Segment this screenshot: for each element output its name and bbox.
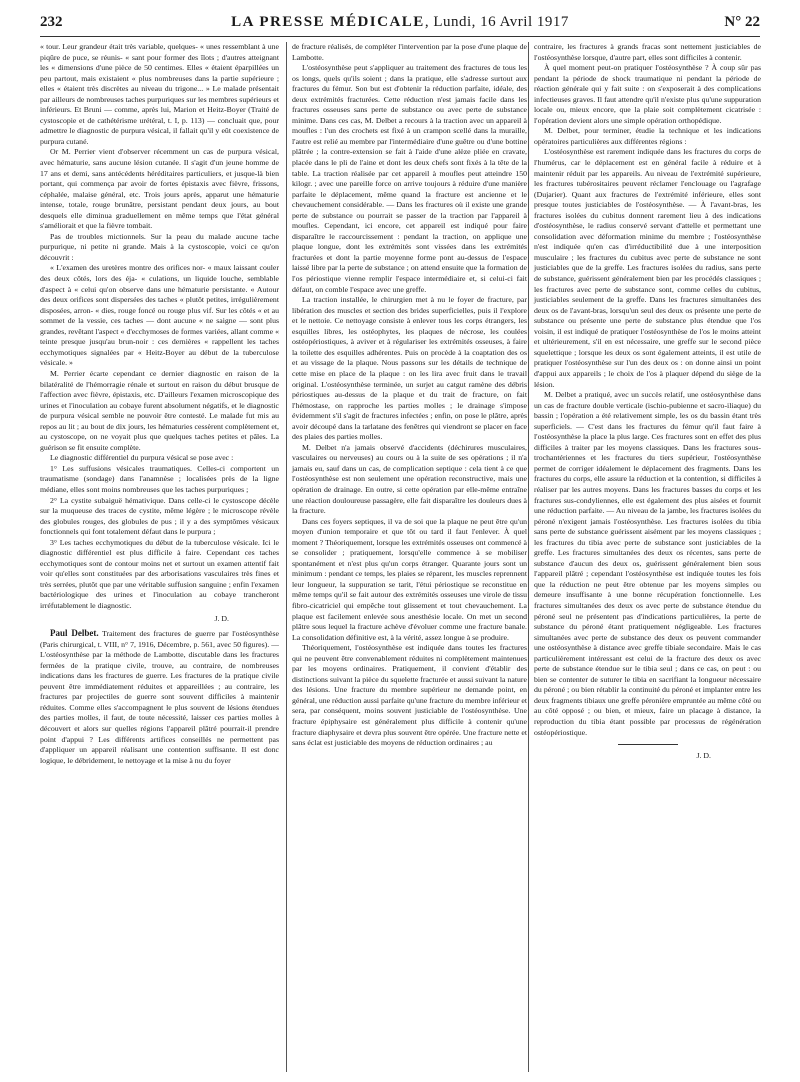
paragraph: M. Perrier écarte cependant ce dernier diagnostic en raison de la bilatéralité de l'hémorragie rénale et surtout en raison du début brusque de l'affection avec fièvre, épistaxis, etc. D'ailleurs l'examen microscopique des urines et l'inoculation au cobaye furent absolument négatifs, et le diagnostic de purpura vésical semble ne pouvoir être contesté. Le malade fut mis au repos au lit ; au bout de dix jours, les hématuries cessèrent complètement et, au cystoscope, on ne voyait plus que quelques taches petites et pâles. La guérison se fit ensuite complète. <box>40 368 279 452</box>
paragraph: M. Delbet, pour terminer, étudie la technique et les indications opératoires particulières aux différentes régions : <box>534 126 761 146</box>
paragraph: de fracture réalisés, de compléter l'intervention par la pose d'une plaque de Lambotte. <box>292 42 527 62</box>
column-1 <box>40 42 279 1072</box>
review-text: Traitement des fractures de guerre par l'ostéosynthèse (Paris chirurgical, t. VIII, n° 7, 1916, Décembre, p. 561, avec 50 figures). — L'ostéosynthèse par la méthode de Lambotte, discutable dans les fractures fermées de la pratique civile, trouve, au contraire, de nombreuses indications dans les fractures de guerre. Les fractures de la pratique civile peuvent être immédiatement réduites et appareillées ; au contraire, les fractures par projectiles de guerre sont souvent difficiles à maintenir réduites. Comme elles s'accompagnent le plus souvent de lésions étendues des parties molles, il faut, de toute nécessité, laisser ces parties molles à découvert et alors sur quelles régions l'appareil plâtré pourrait-il prendre point d'appui ? Les différents artifices conseillés ne permettent pas d'appliquer un appareil réalisant une contention suffisante. Il est donc logique, le débridement, le nettoyage et la mise à nu du foyer <box>40 629 279 765</box>
paragraph: 1° Les suffusions vésicales traumatiques. Celles-ci comportent un traumatisme (sondage) dans l'anamnèse ; localisées près de la ligne médiane, elles sont moins nombreuses que les taches purpuriques ; <box>40 463 279 494</box>
article-author: Paul Delbet. <box>50 628 99 639</box>
paragraph: Dans ces foyers septiques, il va de soi que la plaque ne peut être qu'un moyen d'union temporaire et que tôt ou tard il faut l'enlever. À quel moment ? Théoriquement, lorsque les extrémités osseuses ont commencé à se consolider ; pratiquement, lorsqu'elle commence à se mobiliser spontanément et n'est plus qu'un corps étranger. Quarante jours sont un minimum : pendant ce temps, les plaies se réparent, les muscles reprennent leur longueur, la suppuration se tarit, l'étui périostique se reconstitue en même temps qu'il se fait autour des extrémités osseuses une virole de tissu fibro-cicatriciel qui empêche tout glissement et tout chevauchement. La plaque est facilement enlevée sous anesthésie locale. On met un second plâtre sous lequel la fracture achève d'évoluer comme une fracture banale. La consolidation définitive est, à la vérité, assez longue à se produire. <box>292 516 527 642</box>
paragraph: M. Delbet a pratiqué, avec un succès relatif, une ostéosynthèse dans un cas de fracture double verticale (ischio-pubienne et sacro-iliaque) du bassin ; l'opération a été relativement simple, les os du bassin étant très superficiels. — C'est dans les fractures du fémur qu'il faut faire à l'ostéosynthèse la place la plus large. Ces fractures sont en effet des plus difficiles à traiter par les moyens classiques. Dans les fractures sous-trochantériennes et les fractures du tiers supérieur, l'ostéosynthèse permet de corriger idéalement le déplacement des fragments. Dans les fractures du corps, elle assure la réduction et la contention, si difficiles à réaliser par les autres moyens. Dans les fractures basses du corps et les fractures sus-condyliennes, elle est également des plus aisées et fournit une réduction parfaite. — Au niveau de la jambe, les fractures isolées du péroné n'exigent jamais l'ostéosynthèse. Les fractures isolées du tibia sans perte de substance guérissent aisément par les moyens classiques ; les fractures du tibia avec perte de substance sont justiciables de la greffe. Les fractures simultanées des deux os récentes, sans perte de substance d'aucun des deux os, guérissent généralement bien sous l'appareil plâtré ; cependant l'ostéosynthèse est indiquée toutes les fois que la réduction ne peut être obtenue par les moyens simples ou demeure insuffisante à une bonne récupération fonctionnelle. Les fractures simultanées des deux os avec perte de substance étendue du péroné seul ne présentent pas d'indications particulières, la perte de substance du péroné étant pratiquement négligeable. Les fractures simultanées avec perte de substance des deux os peuvent commander une ostéosynthèse à distance avec greffe tibiale secondaire. Mais le cas particulièrement intéressant est celui de la fracture des deux os avec perte de substance étendue sur le tibia seul ; dans ce cas, on peut : ou bien se contenter de suturer le tibia en sacrifiant la longueur nécessaire du péroné ; ou bien rétablir la continuité du péroné et implanter entre les deux fragments tibiaux une greffe péronière empruntée au même côté ou au côté opposé ; ou bien, et mieux, faire un placage à distance, la reproduction du tibia étant possible par processus de régénération ostéopériostique. <box>534 390 761 737</box>
paragraph: L'ostéosynthèse peut s'appliquer au traitement des fractures de tous les os longs, quels qu'ils soient ; dans la pratique, elle s'adresse surtout aux fractures du fémur. Son but est d'obtenir la réduction parfaite, idéale, des deux extrémités fracturées. Cette réduction n'est jamais facile dans les fractures osseuses sans perte de substance ou avec perte de substance minime. Dans ces cas, M. Delbet a recours à la traction avec un appareil à moufles : l'un des crochets est fixé à un crampon scellé dans la muraille, l'autre est relié au membre par l'intermédiaire d'une guêtre ou d'une bottine plâtrée ; la contre-extension se fait à l'aide d'une alèze pliée en cravate, placée dans le pli de l'aine et dont les deux chefs sont fixés à la tête de la table. La traction réalisée par cet appareil à moufles peut atteindre 150 kilogr. ; avec une pareille force on arrive toujours à réduire d'une manière parfaite le déplacement, même quand la fracture est ancienne et le chevauchement considérable. — Dans les fractures où il existe une grande perte de substance ou pourrait se passer de la traction par l'appareil à moufles. Cependant, ici encore, cet appareil est indiqué pour faire disparaître le raccourcissement : pendant la traction, on applique une plaque longue, dont les extrémités sont vissées dans les extrémités fracturées et dont la partie moyenne forme pont au-dessus de l'espace laissé libre par la perte de substance ; on attend ensuite que la formation de l'os périostique vienne remplir l'espace intermédiaire et, si celui-ci fait défaut, on comble l'espace avec une greffe. <box>292 63 527 294</box>
signature: J. D. <box>696 751 711 761</box>
paragraph: L'ostéosynthèse est rarement indiquée dans les fractures du corps de l'humérus, car le déplacement est en général facile à réduire et à maintenir réduit par les appareils. Au niveau de l'extrémité supérieure, les fractures tubérositaires peuvent réclamer l'enclouage ou l'agrafage (Dujarier). Quant aux fractures de l'extrémité inférieure, elles sont presque toutes justiciables de l'ostéosynthèse. — À l'avant-bras, les fractures isolées du cubitus donnent rarement lieu à des indications d'ostéosynthèse, le radius conservé servant d'attelle et permettant une consolidation avec déformation minime du membre ; l'ostéosynthèse n'est indiquée qu'en cas d'irréductibilité due à une interposition musculaire ; les fractures du cubitus avec perte de substance ne sont justiciables que de la greffe. Les fractures isolées du radius, sans perte de substance, guérissent généralement bien par les procédés classiques ; les fractures avec perte de substance sont, comme celles du cubitus, justiciables seulement de la greffe. Dans les fractures simultanées des deux os de l'avant-bras, lorsqu'un seul des deux os présente une perte de substance ou présente une perte de substance plus étendue que l'os voisin, il est indiqué de pratiquer l'ostéosynthèse de l'os le moins atteint et ultérieurement, s'il en est nécessaire, une greffe sur le second pièce squelettique ; lorsque les deux os sont également atteints, il est utile de pratiquer l'ostéosynthèse sur l'un des deux os : on donne ainsi un point d'appui aux appareils ; le choix de l'os à plaquer dépend du siège de la lésion. <box>534 147 761 389</box>
paragraph: Le diagnostic différentiel du purpura vésical se pose avec : <box>50 453 234 463</box>
paragraph: 2° La cystite subaiguë hémativique. Dans celle-ci le cystoscope décèle sur la muqueuse des traces de cystite, même légère ; le microscope révèle des globules rouges, des globules de pus ; il y a des symptômes vésicaux fonctionnels qui font totalement défaut dans le purpura ; <box>40 495 279 537</box>
paragraph: Théoriquement, l'ostéosynthèse est indiquée dans toutes les fractures qui ne peuvent être convenablement réduites ni complètement maintenues par les moyens ordinaires. Pratiquement, il convient d'établir des distinctions suivant la pièce du squelette fracturée et aussi suivant la nature des lésions. Une fracture du membre supérieur ne demande point, en général, une réduction aussi parfaite qu'une fracture du membre inférieur et sera, par conséquent, moins souvent justiciable de l'ostéosynthèse. Une fracture épiphysaire est généralement plus difficile à contenir qu'une fracture diaphysaire et devra plus souvent être opérée. Une fracture nette et sans éclat est justiciable des moyens de réduction ordinaires ; au <box>292 643 527 748</box>
page-header <box>40 14 760 37</box>
signature: J. D. <box>214 613 229 623</box>
paragraph: La traction installée, le chirurgien met à nu le foyer de fracture, par libération des muscles et section des brides superficielles, puis il l'explore et le nettoie. Ce nettoyage consiste à enlever tous les corps étrangers, les esquilles libres, les ostéophytes, les plaques de nécrose, les coulées ostéopériostiques, à aviver et à régulariser les extrémités osseuses, à faire la toilette des esquilles adhérentes. Puis on procède à la coaptation des os et au vissage de la plaque. Nous passons sur les détails de technique de cette mise en place de la plaque : on les lira avec fruit dans le travail original. L'ostéosynthèse terminée, un surjet au catgut ramène des débris périostiques au-dessus de la plaque et du trait de fracture, on fait l'hémostase, on rapproche les parties molles ; le drainage s'impose évidemment s'il s'agit de fractures infectées ; enfin, on pose le plâtre, après avoir découpé dans la tarlatane des fenêtres qui viendront se placer en face des plaies des parties molles. <box>292 295 527 442</box>
page-number: 232 <box>40 14 63 30</box>
paragraph: 3° Les taches ecchymotiques du début de la tuberculose vésicale. Ici le diagnostic différentiel est plus difficile à faire. Cependant ces taches ecchymotiques sont de contour moins net et surtout un examen attentif fait voir qu'elles sont constituées par des arborisations vasculaires très fines et très serrées, plutôt que par une véritable suffusion sanguine ; enfin l'examen bactériologique des urines et l'inoculation au cobaye trancheront irréfutablement le diagnostic. <box>40 537 279 610</box>
column-3 <box>528 42 761 1072</box>
issue-date: Lundi, 16 Avril 1917 <box>433 14 569 30</box>
journal-title-line: LA PRESSE MÉDICALE, Lundi, 16 Avril 1917 <box>231 14 569 30</box>
paragraph: À quel moment peut-on pratiquer l'ostéosynthèse ? À coup sûr pas pendant la période de shock traumatique ni pendant la période de réaction générale qui y fait suite : on s'exposerait à des complications infectieuses graves. Il faut attendre qu'il n'existe plus qu'une suppuration locale ou, mieux encore, que la plaie soit complètement cicatrisée : l'opération devient alors une simple opération orthopédique. <box>534 63 761 125</box>
quote-paragraph: « L'examen des uretères montre des orifices nor- « maux laissant couler des deux côtés, lors des éja- « culations, un liquide louche, semblable d'aspect à « celui qu'on observe dans une hématurie persistante. « Autour des deux orifices sont dispersées des taches « plutôt petites, irrégulièrement disposées, arron- « dies, rouge foncé ou rouge plus vif. Sur les côtés « et au sommet de la vessie, ces taches — dont aucune « ne saigne — sont plus grandes, revêtant l'aspect « d'ecchymoses de formes variées, allant comme « teinte presque jusqu'au brun-noir : ces dernières « rappellent les taches ecchymotiques signalées par « Heitz-Boyer au début de la tuberculose vésicale. » <box>40 263 279 368</box>
paragraph: « tour. Leur grandeur était très variable, quelques- « unes ressemblant à une piqûre de puce, se réunis- « sant pour former des îlots ; d'autres atteignant les « dimensions d'une pièce de 50 centimes. Elles « étaient éparpillées un peu partout, mais existaient « plus nombreuses dans la partie supérieure ; elles « étaient très discrètes au niveau du trigone... » Le malade présentait par ailleurs de nombreuses taches purpuriques sur les membres supérieurs et inférieurs. Et Bruni — comme, après lui, Marion et Heitz-Boyer (Traité de cystoscopie et de cathétérisme urétéral, t. I, p. 113) — concluait que, pour admettre le diagnostic de purpura vésical, il fallait qu'il y eût coexistence de purpura cutané. <box>40 42 279 146</box>
column-2 <box>286 42 527 1072</box>
end-rule <box>618 744 678 745</box>
review-paragraph <box>40 628 279 766</box>
paragraph: Pas de troubles mictionnels. Sur la peau du malade aucune tache purpurique, ni petite ni grande. Mais à la cystoscopie, voici ce qu'on découvrit : <box>40 231 279 262</box>
paragraph: M. Delbet n'a jamais observé d'accidents (déchirures musculaires, vasculaires ou nerveuses) au cours ou à la suite de ses opérations ; il n'a jamais eu, sauf dans un cas, de complication septique : cela tient à ce que l'ostéosynthèse est non seulement une opération reconstructive, mais une opération de drainage. En outre, si cette opération par elle-même entraîne une réaction douloureuse passagère, elle fait disparaître les douleurs dues à la fracture. <box>292 442 527 516</box>
journal-title: LA PRESSE MÉDICALE <box>231 14 425 30</box>
paragraph: Or M. Perrier vient d'observer récemment un cas de purpura vésical, avec hématurie, sans aucune lésion cutanée. Il s'agit d'un jeune homme de 17 ans et demi, sans antécédents héréditaires particuliers, et jusque-là bien portant, qui commença par avoir de fortes épistaxis avec fièvre, frissons, céphalée, malaise général, etc. Trois jours après, apparut une hématurie intense, totale, rouge brunâtre, persistant pendant deux jours, au bout desquels elle diminua graduellement en même temps que l'état général s'améliorait et que la fièvre tombait. <box>40 147 279 231</box>
paragraph: contraire, les fractures à grands fracas sont nettement justiciables de l'ostéosynthèse lorsque, d'autre part, elles sont difficiles à contenir. <box>534 42 761 62</box>
issue-number: N° 22 <box>724 14 760 30</box>
